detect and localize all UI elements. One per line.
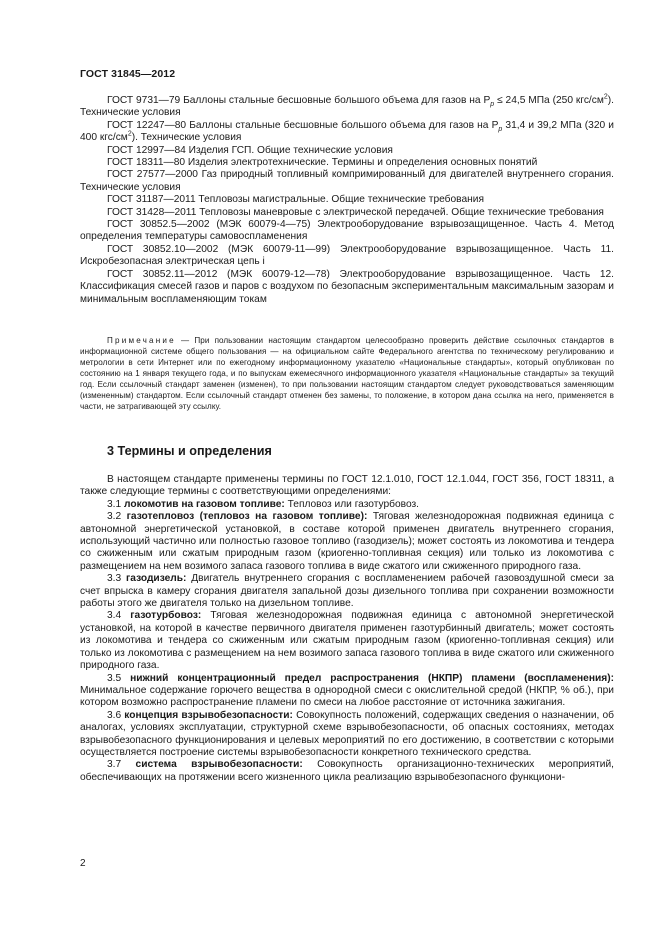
term-entry: 3.5 нижний концентрационный предел распространения (НКПР) пламени (воспламенения): Минимальное содержание горючего вещества в однородной смеси с окислительной средой (НКПР, % об.), при котором возможно распространение пламени по смеси на любое расстояние от источника зажигания. bbox=[80, 672, 614, 709]
document-header: ГОСТ 31845—2012 bbox=[80, 68, 176, 80]
term-entry: 3.1 локомотив на газовом топливе: Тепловоз или газотурбовоз. bbox=[107, 498, 420, 510]
reference-item: ГОСТ 30852.11—2012 (МЭК 60079-12—78) Электрооборудование взрывозащищенное. Часть 12. Классификация смесей газов и паров с воздухом по безопасным экспериментальным максимальным зазорам и минимальным воспламеняющим токам bbox=[80, 268, 614, 305]
intro-paragraph: В настоящем стандарте применены термины по ГОСТ 12.1.010, ГОСТ 12.1.044, ГОСТ 356, ГОСТ 18311, а также следующие термины с соответствующими определениями: bbox=[80, 474, 614, 498]
reference-item: ГОСТ 30852.10—2002 (МЭК 60079-11—99) Электрооборудование взрывозащищенное. Часть 11. Искробезопасная электрическая цепь i bbox=[80, 243, 614, 268]
reference-item: ГОСТ 9731—79 Баллоны стальные бесшовные большого объема для газов на $Р_р \le 24,5$ МПа (250 кгс/$см^2$). Технические условия bbox=[80, 93, 614, 119]
note-text: — При пользовании настоящим стандартом целесообразно проверить действие ссылочных стандартов в информационной системе общего пользования — на официальном сайте Федерального агентства по техническому регулированию и метрологии в сети Интернет или по ежегодному информационному указателю «Национальные стандарты», который опубликован по состоянию на 1 января текущего года, и по выпускам ежемесячного информационного указателя «Национальные стандарты» за текущий год. Если ссылочный стандарт заменен (изменен), то при пользовании настоящим стандартом следует руководствоваться заменяющим (измененным) стандартом. Если ссылочный стандарт отменен без замены, то положение, в котором дана ссылка на него, применяется в части, не затрагивающей эту ссылку. bbox=[80, 336, 614, 411]
terms-section bbox=[80, 474, 614, 784]
section-title: 3 Термины и определения bbox=[107, 444, 272, 458]
reference-item: ГОСТ 31428—2011 Тепловозы маневровые с электрической передачей. Общие технические требования bbox=[107, 206, 604, 218]
term-entry: 3.3 газодизель: Двигатель внутреннего сгорания с воспламенением рабочей газовоздушной смеси за счет впрыска в камеру сгорания двигателя запальной дозы дизельного топлива при сохранении возможности работы этого же двигателя только на дизельном топливе. bbox=[80, 573, 614, 610]
reference-item: ГОСТ 12997—84 Изделия ГСП. Общие технические условия bbox=[107, 144, 393, 156]
term-entry: 3.4 газотурбовоз: Тяговая железнодорожная подвижная единица с автономной энергетической установкой, на которой в качестве первичного двигателя применен газотурбинный двигатель; может состоять из локомотива и тендера со сжиженным или сжатым природным газом (криогенно-топливная секция) или только из локомотива с размещением на нем возимого запаса газового топлива в виде сжатого или сжиженного природного газа. bbox=[80, 610, 614, 672]
term-entry: 3.7 система взрывобезопасности: Совокупность организационно-технических мероприятий, обеспечивающих на протяжении всего жизненного цикла реализацию взрывобезопасного функциони- bbox=[80, 759, 614, 783]
reference-item: ГОСТ 27577—2000 Газ природный топливный компримированный для двигателей внутреннего сгорания. Технические условия bbox=[80, 169, 614, 193]
term-entry: 3.6 концепция взрывобезопасности: Совокупность положений, содержащих сведения о назначении, об аналогах, условиях эксплуатации, структурной схеме взрывобезопасности, об опасных состояниях, методах взрывобезопасного функционирования и целевых мероприятий по его достижению, в соответствии с которыми осуществляется построение системы взрывобезопасности конкретного технического средства. bbox=[80, 709, 614, 758]
reference-item: ГОСТ 18311—80 Изделия электротехнические. Термины и определения основных понятий bbox=[107, 157, 538, 169]
term-entry: 3.2 газотепловоз (тепловоз на газовом топливе): Тяговая железнодорожная подвижная единица с автономной энергетической установкой, в составе которой применен двигатель внутреннего сгорания, использующий частично или полностью газовое топливо (газодизель); может состоять из локомотива и тендера со сжиженным или сжатым природным газом (криогенно-топливная секция) или только из локомотива с размещением на нем возимого запаса газового топлива в виде сжатого или сжиженного природного газа. bbox=[80, 511, 614, 572]
note-label: Примечание bbox=[107, 336, 176, 345]
reference-item: ГОСТ 12247—80 Баллоны стальные бесшовные большого объема для газов на $Р_р$ 31,4 и 39,2 МПа (320 и 400 кгс/$см^2$). Технические условия bbox=[80, 119, 614, 144]
page-number: 2 bbox=[80, 858, 86, 869]
reference-note bbox=[80, 335, 614, 412]
reference-item: ГОСТ 30852.5—2002 (МЭК 60079-4—75) Электрооборудование взрывозащищенное. Часть 4. Метод определения температуры самовоспламенения bbox=[80, 219, 614, 243]
reference-item: ГОСТ 31187—2011 Тепловозы магистральные. Общие технические требования bbox=[107, 194, 484, 206]
normative-references bbox=[80, 95, 614, 306]
